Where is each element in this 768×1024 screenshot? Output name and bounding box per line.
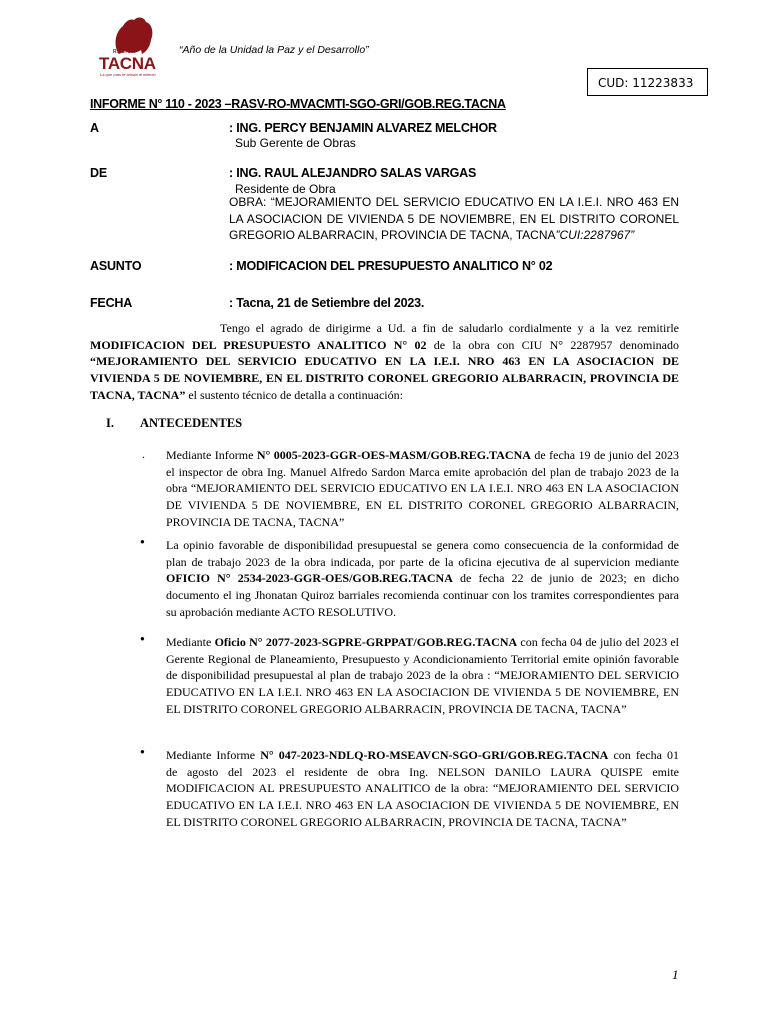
intro-bold-1: MODIFICACION DEL PRESUPUESTO ANALITICO N° 02 <box>90 337 427 352</box>
item-reference: Oficio N° 2077-2023-SGPRE-GRPPAT/GOB.REG.TACNA <box>214 635 518 649</box>
page-number: 1 <box>672 967 679 982</box>
to-name: : ING. PERCY BENJAMIN ALVAREZ MELCHOR <box>229 121 497 135</box>
logo-name: TACNA <box>99 54 156 73</box>
intro-text-2: de la obra con CIU N° 2287957 denominado <box>426 337 679 352</box>
list-item <box>166 537 679 621</box>
bullet-marker: ● <box>140 537 145 546</box>
item-text: de fecha 19 de junio del 2023 el inspector de obra Ing. Manuel Alfredo Sardon Marca emite aprobación del plan de trabajo 2023 de la obra “MEJORAMIENTO DEL SERVICIO EDUCATIVO EN LA I.E.I. NRO 463 EN LA ASOCIACION DE VIVIENDA 5 DE NOVIEMBRE, EN EL DISTRITO CORONEL GREGORIO ALBARRACIN, PROVINCIA DE TACNA, TACNA” <box>166 448 680 529</box>
fecha-label: FECHA <box>90 296 133 310</box>
informe-number: INFORME N° 110 - 2023 –RASV-RO-MVACMTI-SGO-GRI/GOB.REG.TACNA <box>90 97 506 111</box>
intro-text-1: Tengo el agrado de dirigirme a Ud. a fin de saludarlo cordialmente y a la vez remitirle <box>220 321 679 335</box>
item-text: Mediante <box>166 635 215 649</box>
bullet-marker: ● <box>140 634 145 643</box>
item-text: La opinio favorable de disponibilidad presupuestal se genera como consecuencia de la conformidad de plan de trabajo 2023 de la obra indicada, por parte de la oficina ejecutiva de al supervicion mediante <box>166 538 679 569</box>
item-reference: N° 0005-2023-GGR-OES-MASM/GOB.REG.TACNA <box>256 448 531 462</box>
list-item <box>166 747 679 831</box>
section-title: ANTECEDENTES <box>140 416 243 430</box>
item-text: Mediante Informe <box>166 448 257 462</box>
item-text: con fecha 04 de julio del 2023 el Gerente Regional de Planeamiento, Presupuesto y Acondicionamiento Territorial emite opinión favorable de disponibilidad presupuestal al plan de trabajo 2023 de la obra : “MEJORAMIENTO DEL SERVICIO EDUCATIVO EN LA I.E.I. NRO 463 EN LA ASOCIACION DE VIVIENDA 5 DE NOVIEMBRE, EN EL DISTRITO CORONEL GREGORIO ALBARRACIN, PROVINCIA DE TACNA, TACNA” <box>166 635 679 716</box>
list-item <box>166 447 679 531</box>
asunto-label: ASUNTO <box>90 259 142 273</box>
year-motto: “Año de la Unidad la Paz y el Desarrollo” <box>179 44 369 56</box>
section-number: I. <box>106 416 114 430</box>
cud-box: CUD: 11223833 <box>587 68 708 96</box>
intro-paragraph <box>90 320 679 404</box>
from-role: Residente de Obra <box>235 182 336 196</box>
fecha-value: : Tacna, 21 de Setiembre del 2023. <box>229 296 425 310</box>
from-name: : ING. RAUL ALEJANDRO SALAS VARGAS <box>229 166 477 180</box>
to-label: A <box>90 121 99 135</box>
list-item <box>166 634 679 718</box>
bullet-marker: . <box>142 447 145 461</box>
obra-text: OBRA: “MEJORAMIENTO DEL SERVICIO EDUCATIVO EN LA I.E.I. NRO 463 EN LA ASOCIACION DE VIVIENDA 5 DE NOVIEMBRE, EN EL DISTRITO CORONEL GREGORIO ALBARRACIN, PROVINCIA DE TACNA, TACNA <box>229 195 679 242</box>
item-text: con fecha 01 de agosto del 2023 el residente de obra Ing. NELSON DANILO LAURA QUISPE emite MODIFICACION AL PRESUPUESTO ANALITICO de la obra: “MEJORAMIENTO DEL SERVICIO EDUCATIVO EN LA I.E.I. NRO 463 EN LA ASOCIACION DE VIVIENDA 5 DE NOVIEMBRE, EN EL DISTRITO CORONEL GREGORIO ALBARRACIN, PROVINCIA DE TACNA, TACNA” <box>166 748 680 829</box>
bullet-marker: ● <box>140 747 145 756</box>
item-text: Mediante Informe <box>166 748 261 762</box>
from-label: DE <box>90 166 107 180</box>
obra-cui: ”CUI:2287967” <box>555 228 635 242</box>
to-role: Sub Gerente de Obras <box>235 136 356 150</box>
item-text: de fecha 22 de junio de 2023; en dicho documento el ing Jhonatan Quiroz barriales recomienda continuar con los tramites correspondientes para su aprobación mediante ACTO RESOLUTIVO. <box>166 571 679 619</box>
logo-region-label: REGIÓN <box>113 49 136 55</box>
item-reference: N° 047-2023-NDLQ-RO-MSEAVCN-SGO-GRI/GOB.REG.TACNA <box>260 748 609 762</box>
intro-text-3: el sustento técnico de detalla a continuación: <box>185 387 403 402</box>
intro-bold-2: “MEJORAMIENTO DEL SERVICIO EDUCATIVO EN LA I.E.I. NRO 463 EN LA ASOCIACION DE VIVIENDA 5 DE NOVIEMBRE, EN EL DISTRITO CORONEL GREGORIO ALBARRACIN, PROVINCIA DE TACNA, TACNA” <box>90 354 679 402</box>
section-heading <box>106 416 242 431</box>
asunto-value: : MODIFICACION DEL PRESUPUESTO ANALITICO N° 02 <box>229 259 553 273</box>
obra-description <box>229 194 679 244</box>
logo-tagline: La que más te brinda al milenio <box>100 72 156 77</box>
item-reference: OFICIO N° 2534-2023-GGR-OES/GOB.REG.TACNA <box>166 571 453 586</box>
